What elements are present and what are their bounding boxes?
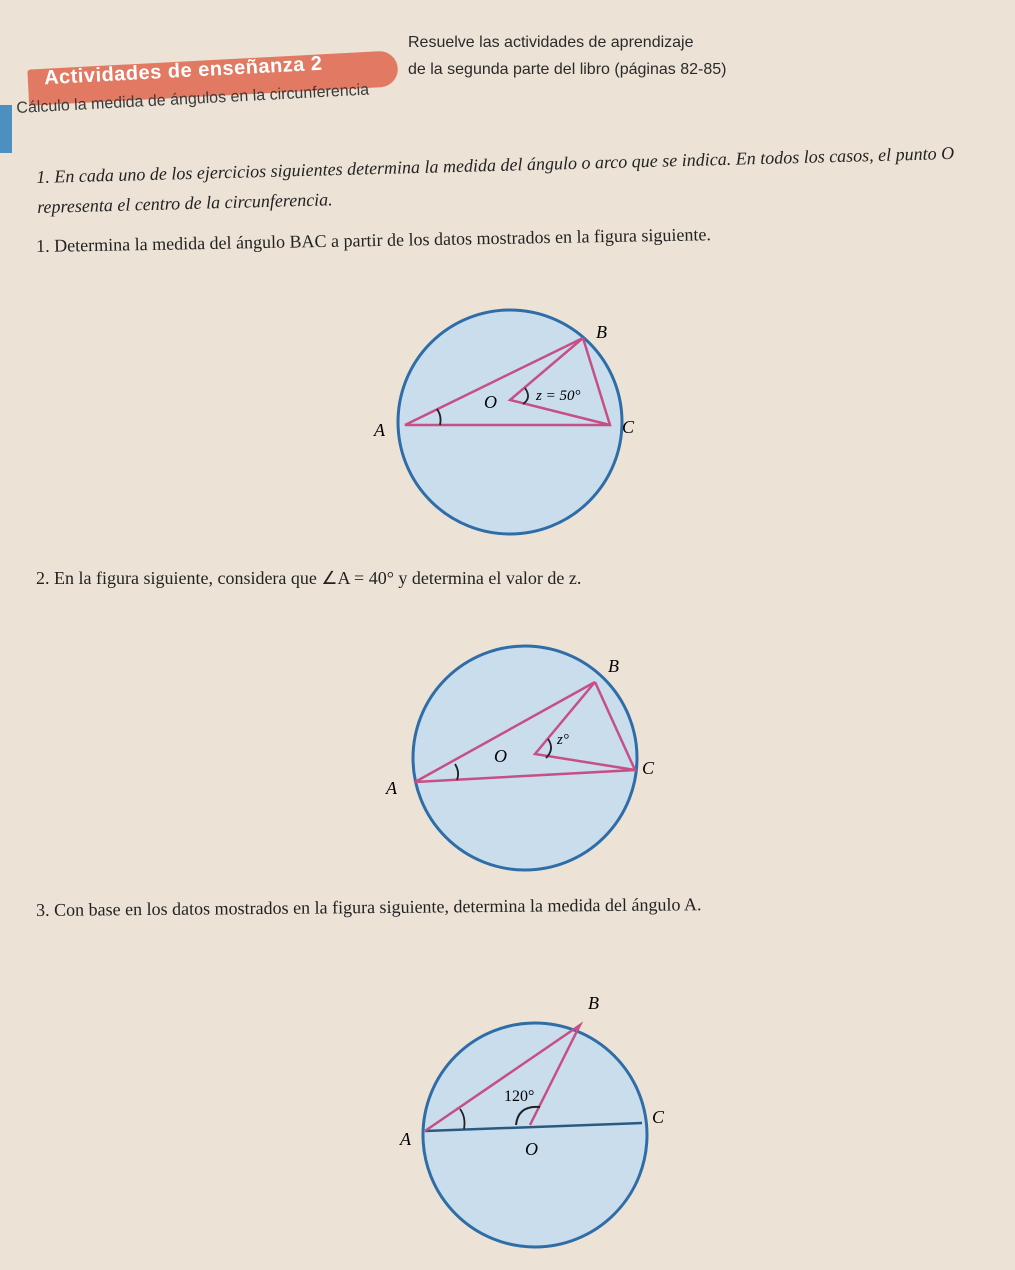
instruction-text xyxy=(408,30,828,82)
label-B-3: B xyxy=(588,993,599,1013)
angle-label-3: 120° xyxy=(504,1088,535,1105)
label-O-3: O xyxy=(525,1139,538,1159)
instruction-line-1: Resuelve las actividades de aprendizaje xyxy=(408,34,694,51)
label-A-2: A xyxy=(386,778,397,798)
label-C-1: C xyxy=(622,417,635,437)
label-O-2: O xyxy=(494,746,507,766)
circle-2 xyxy=(413,646,637,870)
label-A-3: A xyxy=(400,1129,411,1149)
figure-2 xyxy=(360,636,660,876)
banner-title: Actividades de enseñanza 2 xyxy=(43,52,324,90)
label-O-1: O xyxy=(484,392,497,412)
figure-1 xyxy=(360,290,660,550)
angle-label-1: z = 50° xyxy=(536,388,581,404)
label-C-3: C xyxy=(652,1107,665,1127)
section-subtitle: Cálculo la medida de ángulos en la circunferencia xyxy=(16,81,370,117)
question-2-text: 2. En la figura siguiente, considera que ∠A = 40° y determina el valor de z. xyxy=(36,568,582,588)
question-1-text: 1. Determina la medida del ángulo BAC a partir de los datos mostrados en la figura siguiente. xyxy=(36,224,712,256)
label-B-2: B xyxy=(608,656,619,676)
section-marker xyxy=(0,105,12,153)
label-A-1: A xyxy=(374,420,385,440)
angle-label-2: z° xyxy=(557,732,569,748)
question-3-text: 3. Con base en los datos mostrados en la figura siguiente, determina la medida del ángulo A. xyxy=(36,894,702,920)
label-B-1: B xyxy=(596,322,607,342)
circle-1 xyxy=(398,310,622,534)
intro-paragraph: 1. En cada uno de los ejercicios siguientes determina la medida del ángulo o arco que se indica. En todos los casos, el punto O representa el centro de la circunferencia. xyxy=(36,142,955,217)
instruction-line-2: de la segunda parte del libro (páginas 82-85) xyxy=(408,61,727,78)
figure-3 xyxy=(370,985,690,1260)
label-C-2: C xyxy=(642,758,655,778)
